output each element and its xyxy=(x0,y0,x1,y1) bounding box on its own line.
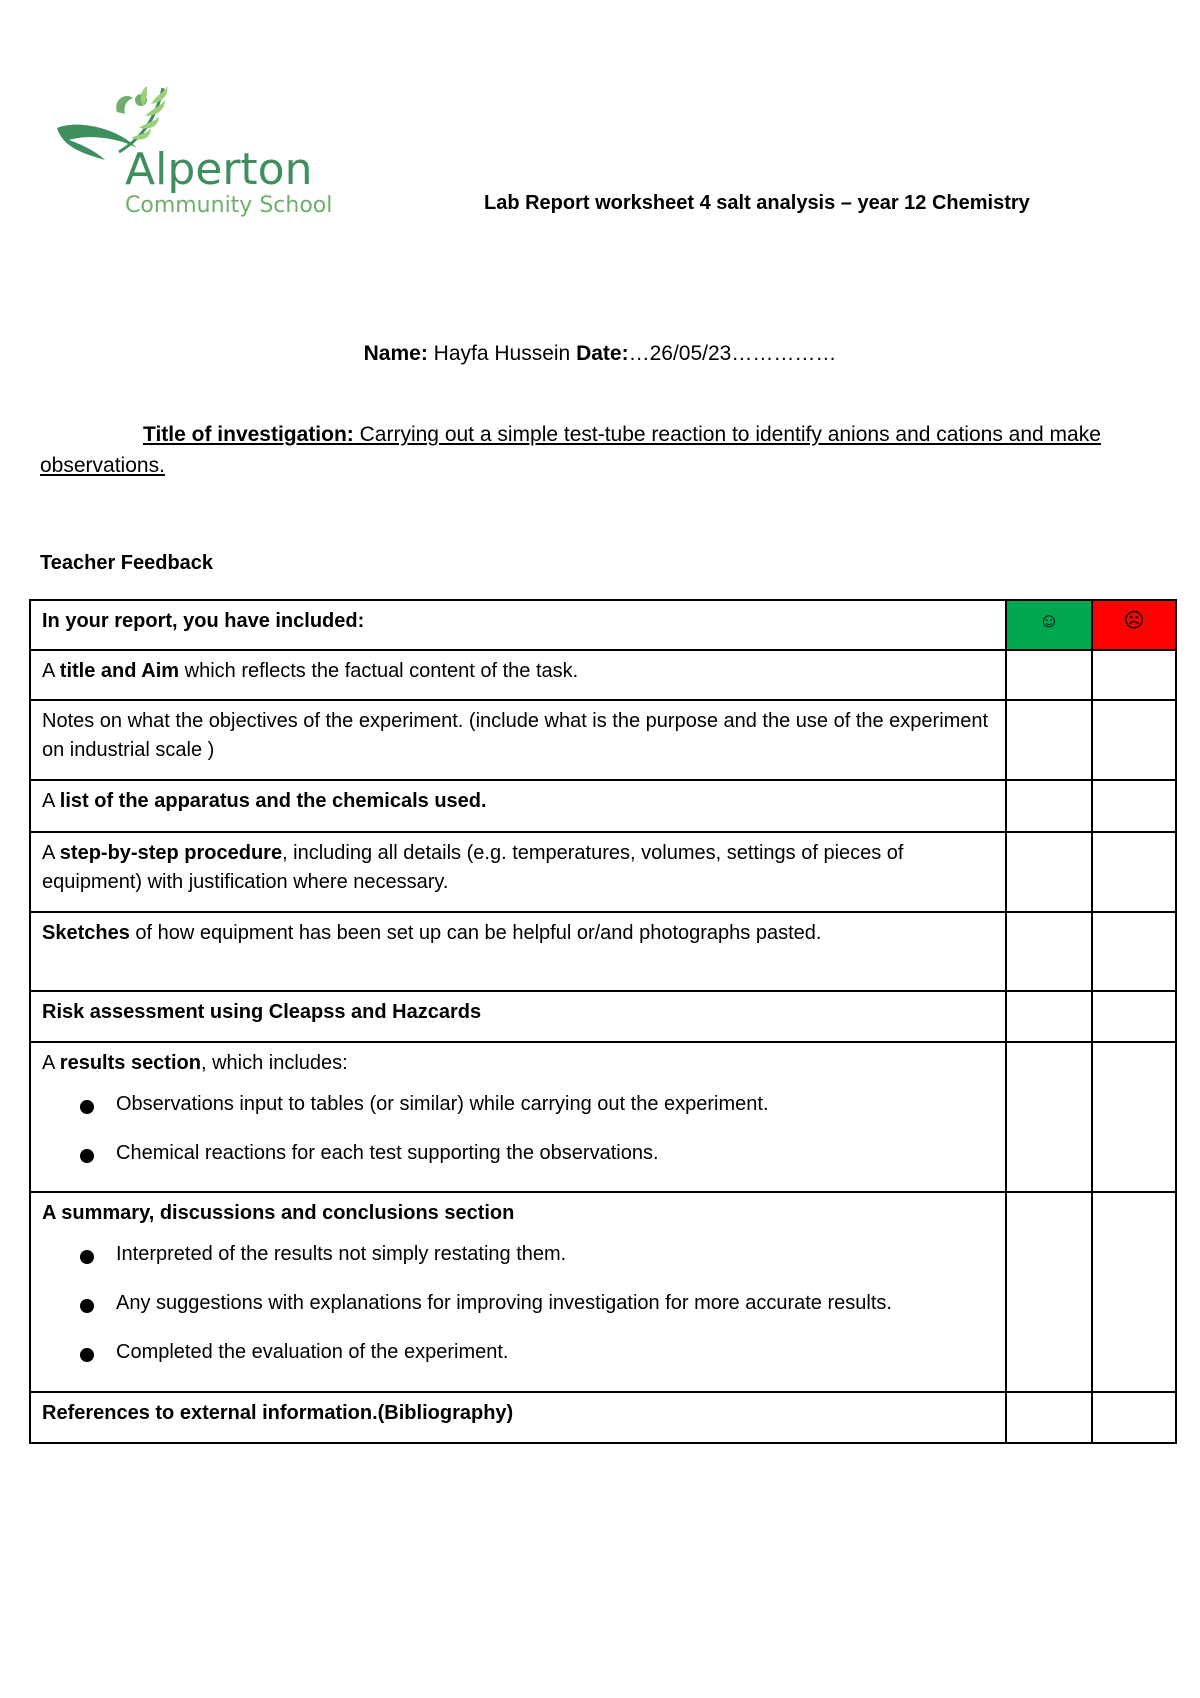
criterion-text: Notes on what the objectives of the experiment. (include what is the purpose and the use of the experiment on industrial scale ) xyxy=(42,710,989,761)
table-header-cell xyxy=(30,600,1006,650)
logo-subname: Community School xyxy=(125,193,333,218)
criterion-bold-text: Sketches xyxy=(42,922,130,944)
not-achieved-checkbox-cell[interactable] xyxy=(1092,1192,1176,1392)
bullet-icon xyxy=(80,1299,94,1313)
criterion-bold-text: References to external information.(Bibliography) xyxy=(42,1402,514,1424)
list-item xyxy=(42,1139,994,1168)
document-title: Lab Report worksheet 4 salt analysis – year 12 Chemistry xyxy=(484,192,1030,214)
list-item xyxy=(42,1240,994,1269)
sad-face-icon: ☹ xyxy=(1123,610,1145,632)
table-row xyxy=(30,650,1176,700)
investigation-title xyxy=(40,419,1170,481)
not-achieved-checkbox-cell[interactable] xyxy=(1092,1042,1176,1192)
achieved-checkbox-cell[interactable] xyxy=(1006,650,1092,700)
bullet-icon xyxy=(80,1149,94,1163)
criterion-title-aim xyxy=(30,650,1006,700)
criterion-references xyxy=(30,1392,1006,1443)
achieved-checkbox-cell[interactable] xyxy=(1006,780,1092,832)
criterion-text: which reflects the factual content of the task. xyxy=(179,660,579,682)
date-label: Date: xyxy=(576,342,629,365)
summary-bullet-list xyxy=(42,1240,994,1367)
not-achieved-column-header xyxy=(1092,600,1176,650)
criterion-bold-text: step-by-step procedure xyxy=(59,842,283,864)
results-bullet-list xyxy=(42,1090,994,1168)
not-achieved-checkbox-cell[interactable] xyxy=(1092,780,1176,832)
criterion-bold-text: Risk assessment using Cleapss and Hazcards xyxy=(42,1001,482,1023)
criterion-text: of how equipment has been set up can be helpful or/and photographs pasted. xyxy=(129,922,822,944)
criterion-risk-assessment xyxy=(30,991,1006,1042)
table-row xyxy=(30,832,1176,912)
table-row xyxy=(30,780,1176,832)
achieved-checkbox-cell[interactable] xyxy=(1006,1042,1092,1192)
achieved-checkbox-cell[interactable] xyxy=(1006,991,1092,1042)
teacher-feedback-heading: Teacher Feedback xyxy=(40,552,214,574)
achieved-checkbox-cell[interactable] xyxy=(1006,912,1092,991)
table-row xyxy=(30,1392,1176,1443)
name-label: Name: xyxy=(363,342,428,365)
logo-emblem-icon xyxy=(55,82,355,232)
table-row xyxy=(30,700,1176,780)
logo-name: Alperton xyxy=(125,144,313,195)
feedback-rubric-table xyxy=(29,599,1177,1444)
bullet-icon xyxy=(80,1100,94,1114)
criterion-bold-text: title and Aim xyxy=(59,660,180,682)
list-item-text: Observations input to tables (or similar) while carrying out the experiment. xyxy=(116,1093,769,1115)
not-achieved-checkbox-cell[interactable] xyxy=(1092,912,1176,991)
table-row xyxy=(30,991,1176,1042)
criterion-procedure xyxy=(30,832,1006,912)
list-item xyxy=(42,1090,994,1119)
criterion-text: A xyxy=(42,1052,60,1074)
criterion-apparatus xyxy=(30,780,1006,832)
bullet-icon xyxy=(80,1250,94,1264)
achieved-checkbox-cell[interactable] xyxy=(1006,832,1092,912)
list-item xyxy=(42,1289,994,1318)
not-achieved-checkbox-cell[interactable] xyxy=(1092,700,1176,780)
not-achieved-checkbox-cell[interactable] xyxy=(1092,1392,1176,1443)
criterion-bold-text: list of the apparatus and the chemicals used. xyxy=(59,790,487,812)
criterion-text: A xyxy=(42,660,60,682)
achieved-checkbox-cell[interactable] xyxy=(1006,700,1092,780)
list-item-text: Any suggestions with explanations for improving investigation for more accurate results. xyxy=(116,1292,892,1314)
criterion-text: , which includes: xyxy=(200,1052,348,1074)
criterion-summary xyxy=(30,1192,1006,1392)
table-row xyxy=(30,912,1176,991)
table-header-text: In your report, you have included: xyxy=(42,610,365,632)
criterion-results xyxy=(30,1042,1006,1192)
report-date: …26/05/23…………… xyxy=(628,342,837,365)
achieved-checkbox-cell[interactable] xyxy=(1006,1192,1092,1392)
list-item-text: Interpreted of the results not simply restating them. xyxy=(116,1243,567,1265)
list-item-text: Completed the evaluation of the experiment. xyxy=(116,1341,509,1363)
investigation-label: Title of investigation: xyxy=(143,423,354,446)
bullet-icon xyxy=(80,1348,94,1362)
student-name: Hayfa Hussein xyxy=(427,342,577,365)
criterion-text: , including all details (e.g. temperatures, volumes, settings of pieces of equipment) with justification where necessary. xyxy=(42,842,904,893)
achieved-checkbox-cell[interactable] xyxy=(1006,1392,1092,1443)
criterion-sketches xyxy=(30,912,1006,991)
list-item xyxy=(42,1338,994,1367)
achieved-column-header xyxy=(1006,600,1092,650)
school-logo xyxy=(55,82,355,232)
not-achieved-checkbox-cell[interactable] xyxy=(1092,832,1176,912)
criterion-objectives xyxy=(30,700,1006,780)
criterion-bold-text: A summary, discussions and conclusions section xyxy=(42,1202,515,1224)
criterion-text: A xyxy=(42,790,60,812)
table-row xyxy=(30,1042,1176,1192)
investigation-text: Carrying out a simple test-tube reaction to identify anions and cations and make observations. xyxy=(40,423,1101,477)
not-achieved-checkbox-cell[interactable] xyxy=(1092,991,1176,1042)
criterion-bold-text: results section xyxy=(59,1052,201,1074)
table-row xyxy=(30,1192,1176,1392)
criterion-text: A xyxy=(42,842,60,864)
list-item-text: Chemical reactions for each test supporting the observations. xyxy=(116,1142,659,1164)
table-header-row xyxy=(30,600,1176,650)
smiley-face-icon: ☺ xyxy=(1038,610,1060,632)
student-info-line xyxy=(0,342,1200,366)
not-achieved-checkbox-cell[interactable] xyxy=(1092,650,1176,700)
